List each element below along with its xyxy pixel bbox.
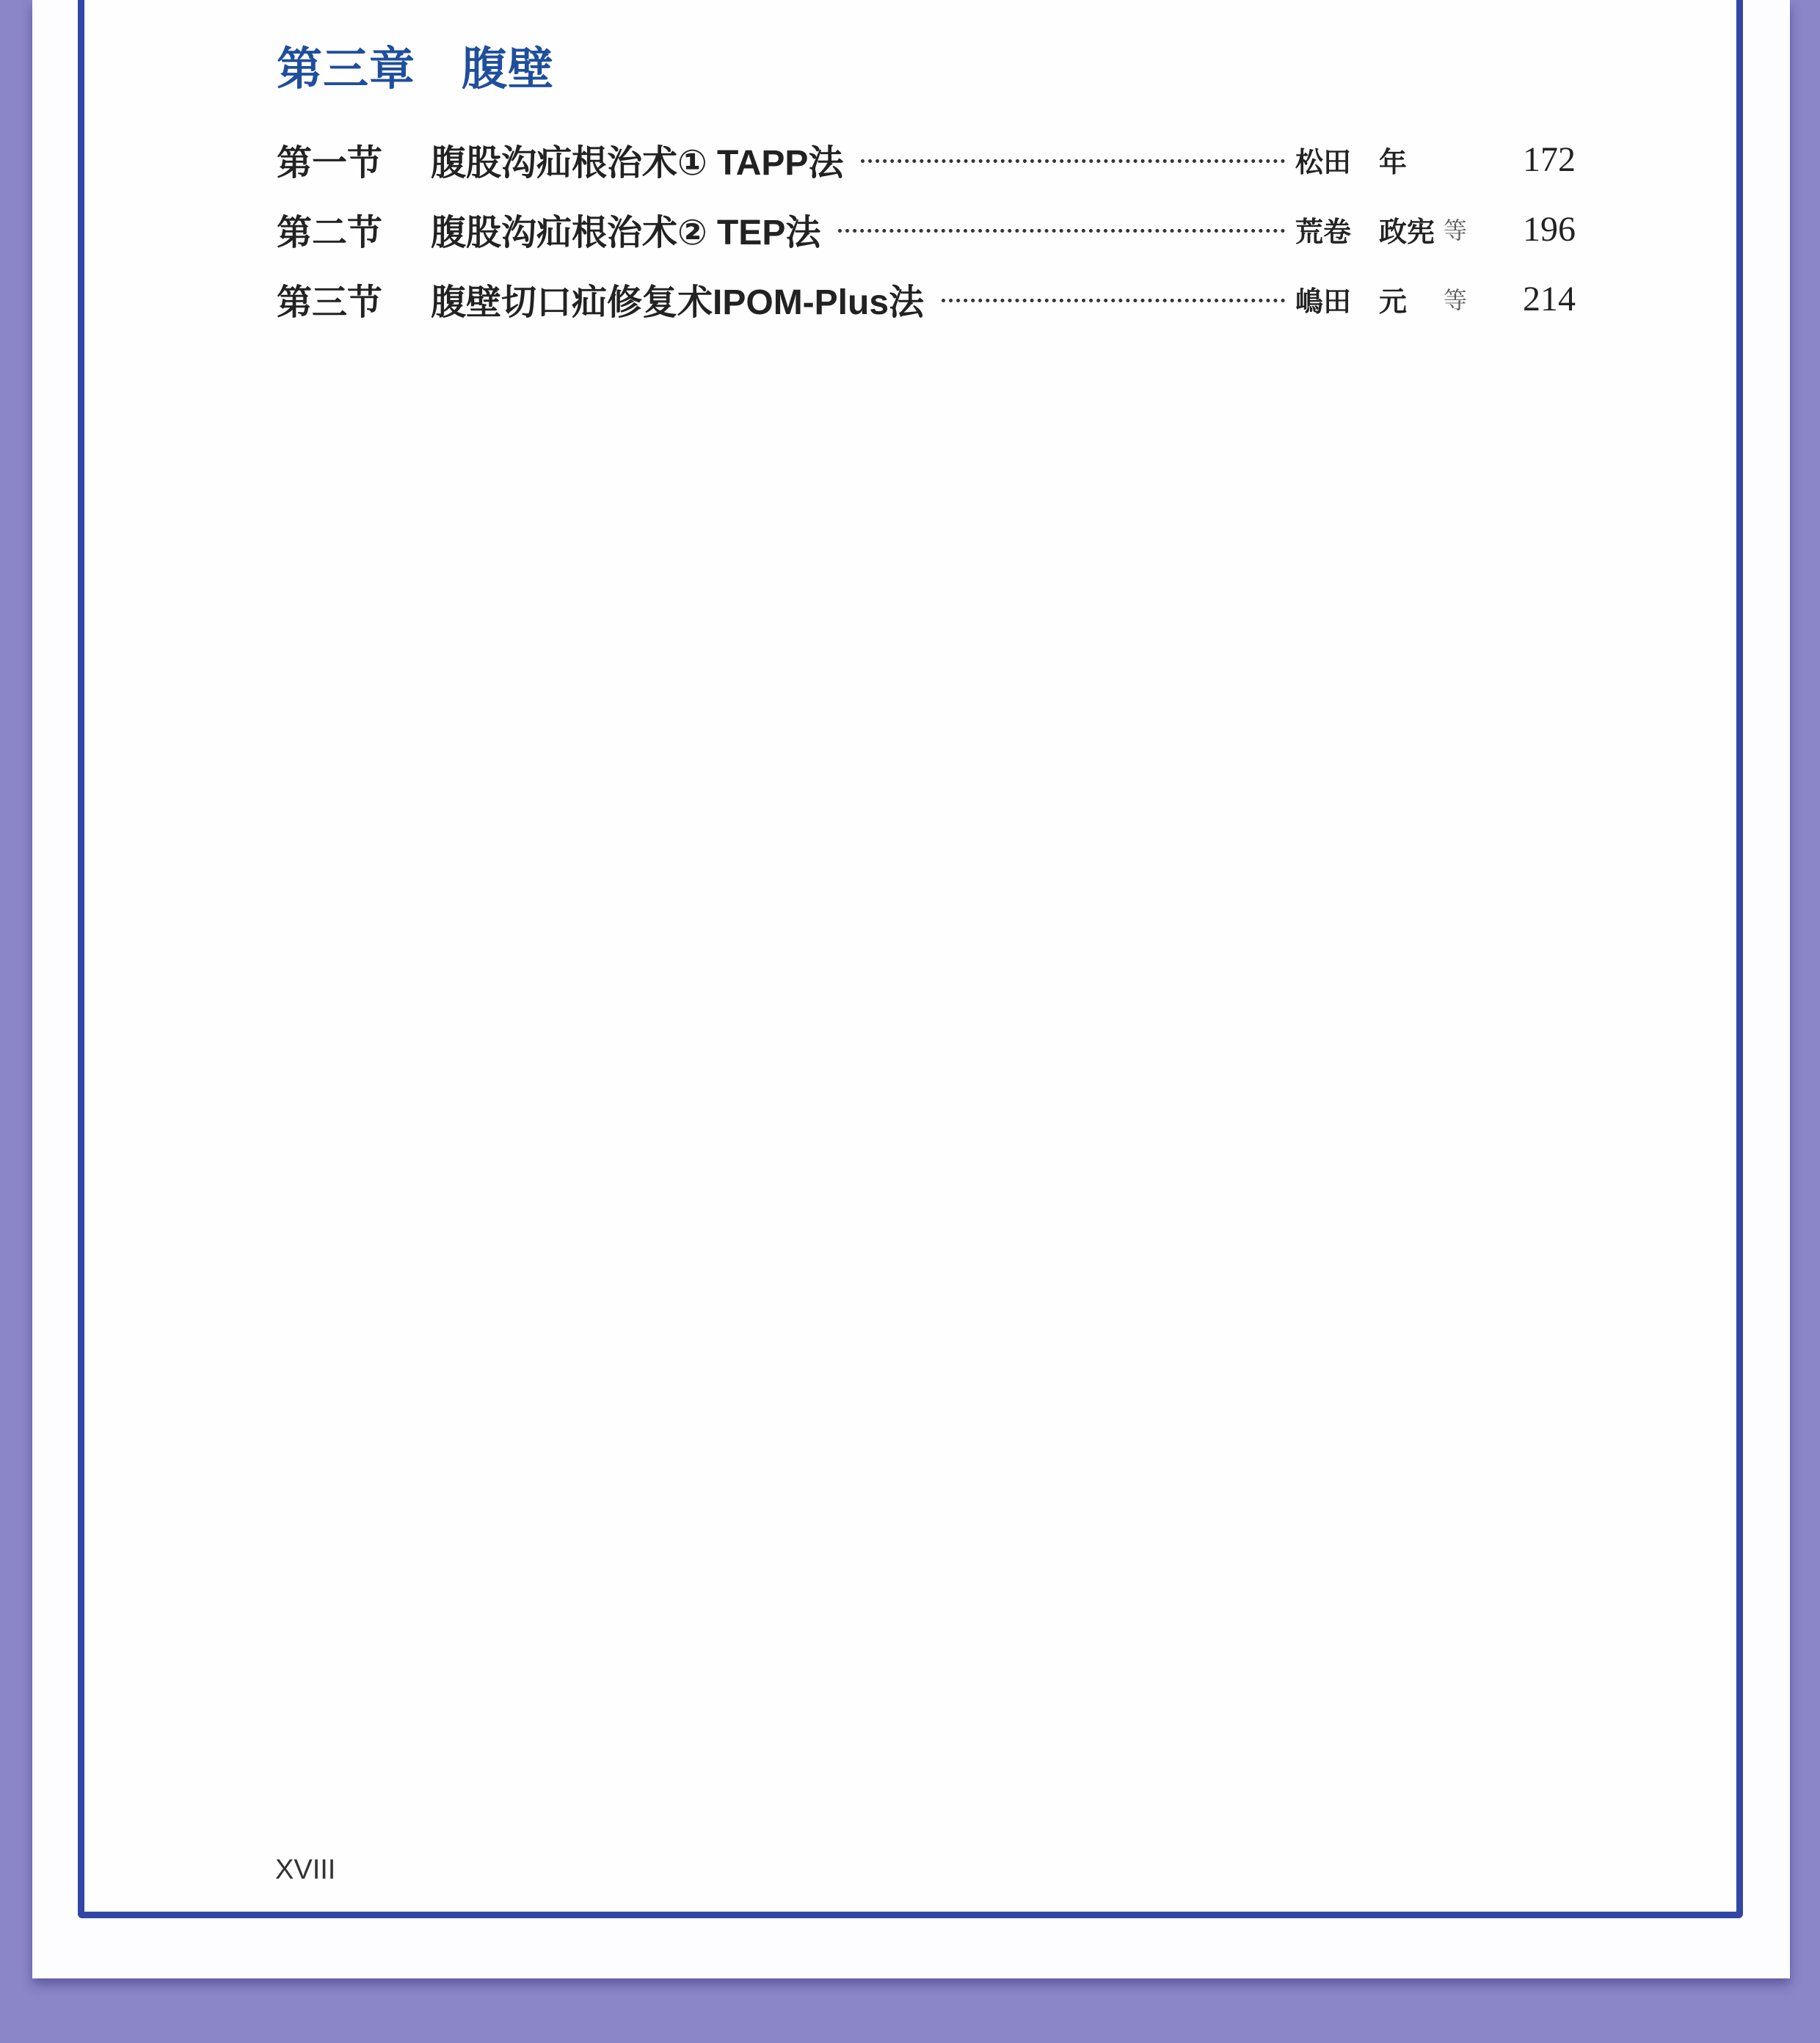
dot-leader — [861, 159, 1285, 163]
toc-entry-2[interactable] — [277, 203, 1576, 255]
book-page — [32, 0, 1790, 1978]
dot-leader — [942, 299, 1285, 302]
dot-leader — [838, 229, 1285, 233]
section-title: 腹股沟疝根治术② TEP法 — [431, 213, 821, 252]
chapter-title: 第三章 腹壁 — [277, 44, 555, 95]
author-family-name: 荒卷 — [1295, 216, 1352, 248]
author-family-name: 松田 — [1295, 147, 1352, 178]
author-et-al: 等 — [1444, 217, 1468, 244]
section-number: 第二节 — [277, 213, 383, 252]
page-number: 214 — [1523, 279, 1576, 318]
author-family-name: 嶋田 — [1295, 286, 1352, 318]
author-et-al: 等 — [1444, 287, 1468, 313]
section-title: 腹股沟疝根治术① TAPP法 — [431, 143, 844, 183]
page-number: 172 — [1523, 139, 1576, 179]
section-title: 腹壁切口疝修复术IPOM-Plus法 — [431, 283, 925, 322]
author-given-name: 政宪 — [1379, 216, 1435, 248]
toc-entry-1[interactable] — [277, 134, 1576, 185]
toc-entry-3[interactable] — [277, 273, 1576, 324]
folio-page-number: XVIII — [275, 1854, 336, 1885]
author-given-name: 年 — [1379, 147, 1408, 178]
section-number: 第一节 — [277, 143, 383, 183]
page-number: 196 — [1523, 209, 1576, 249]
section-number: 第三节 — [277, 283, 383, 322]
author-given-name: 元 — [1379, 286, 1408, 318]
